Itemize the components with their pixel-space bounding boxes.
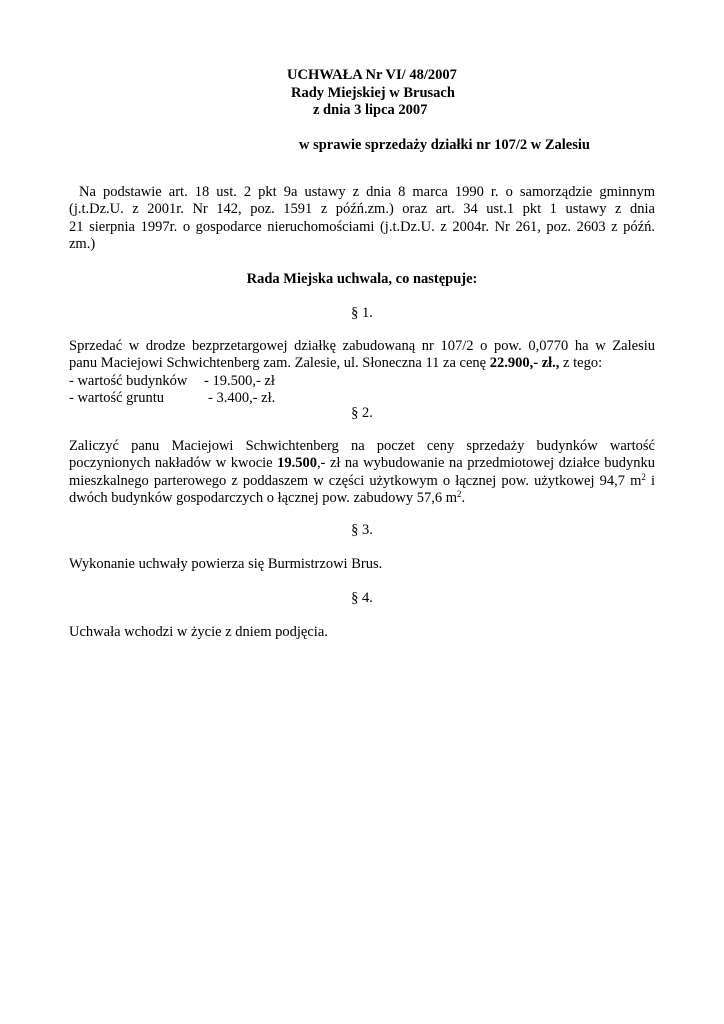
section1-text: z tego: (559, 355, 603, 372)
superscript: 2 (457, 488, 462, 499)
section2-line (69, 455, 655, 472)
section2-text: ,- zł na wybudowanie na przedmiotowej działce budynku (316, 455, 655, 472)
section2-text: mieszkalnego parterowego z poddaszem w części użytkowym o łącznej pow. użytkowej 94,7 m (69, 472, 642, 489)
preamble-line: zm.) (69, 235, 96, 252)
resolution-heading: Rada Miejska uchwala, co następuje: (246, 271, 478, 287)
section2-text: . (461, 489, 466, 506)
section2-text: poczynionych nakładów w kwocie (69, 455, 278, 472)
section1-paragraph (69, 338, 655, 407)
value-item-amount: - 19.500,- zł (204, 372, 275, 389)
section-number: § 2. (351, 405, 373, 421)
section1-line: Sprzedać w drodze bezprzetargowej działkę zabudowaną nr 107/2 o pow. 0,0770 ha w Zalesiu (69, 338, 655, 354)
value-item-label: - wartość gruntu (69, 389, 165, 406)
section3-text: Wykonanie uchwały powierza się Burmistrzowi Brus. (69, 556, 383, 572)
section2-line (69, 490, 655, 507)
outlay-amount: 19.500 (277, 455, 317, 472)
section2-text: i (645, 472, 655, 489)
value-item-label: - wartość budynków (69, 372, 188, 389)
council-name: Rady Miejskiej w Brusach (291, 85, 455, 101)
preamble-line: (j.t.Dz.U. z 2001r. Nr 142, poz. 1591 z późń.zm.) oraz art. 34 ust.1 pkt 1 ustawy z dnia (69, 201, 655, 218)
resolution-date: z dnia 3 lipca 2007 (313, 102, 428, 118)
resolution-title: UCHWAŁA Nr VI/ 48/2007 (287, 67, 457, 83)
sale-price: 22.900,- zł., (489, 355, 560, 372)
section4-text: Uchwała wchodzi w życie z dniem podjęcia. (69, 624, 328, 640)
section-number: § 3. (351, 522, 373, 538)
section2-text: dwóch budynków gospodarczych o łącznej pow. zabudowy 57,6 m (69, 489, 458, 506)
section1-line (69, 355, 655, 372)
section-number: § 1. (351, 305, 373, 321)
section-number: § 4. (351, 590, 373, 606)
superscript: 2 (641, 471, 646, 482)
section1-text: panu Maciejowi Schwichtenberg zam. Zalesie, ul. Słoneczna 11 za cenę (69, 355, 490, 372)
section2-line: Zaliczyć panu Maciejowi Schwichtenberg na poczet ceny sprzedaży budynków wartość (69, 438, 655, 454)
preamble-paragraph (69, 184, 655, 253)
resolution-subject: w sprawie sprzedaży działki nr 107/2 w Zalesiu (299, 137, 590, 153)
section2-paragraph (69, 438, 655, 507)
preamble-line: 21 sierpnia 1997r. o gospodarce nieruchomościami (j.t.Dz.U. z 2004r. Nr 261, poz. 2603 z późń. (69, 218, 655, 235)
value-item-amount: - 3.400,- zł. (208, 389, 276, 406)
value-item-buildings (69, 373, 655, 390)
preamble-line: Na podstawie art. 18 ust. 2 pkt 9a ustawy z dnia 8 marca 1990 r. o samorządzie gminnym (79, 184, 655, 200)
section2-line (69, 473, 655, 490)
